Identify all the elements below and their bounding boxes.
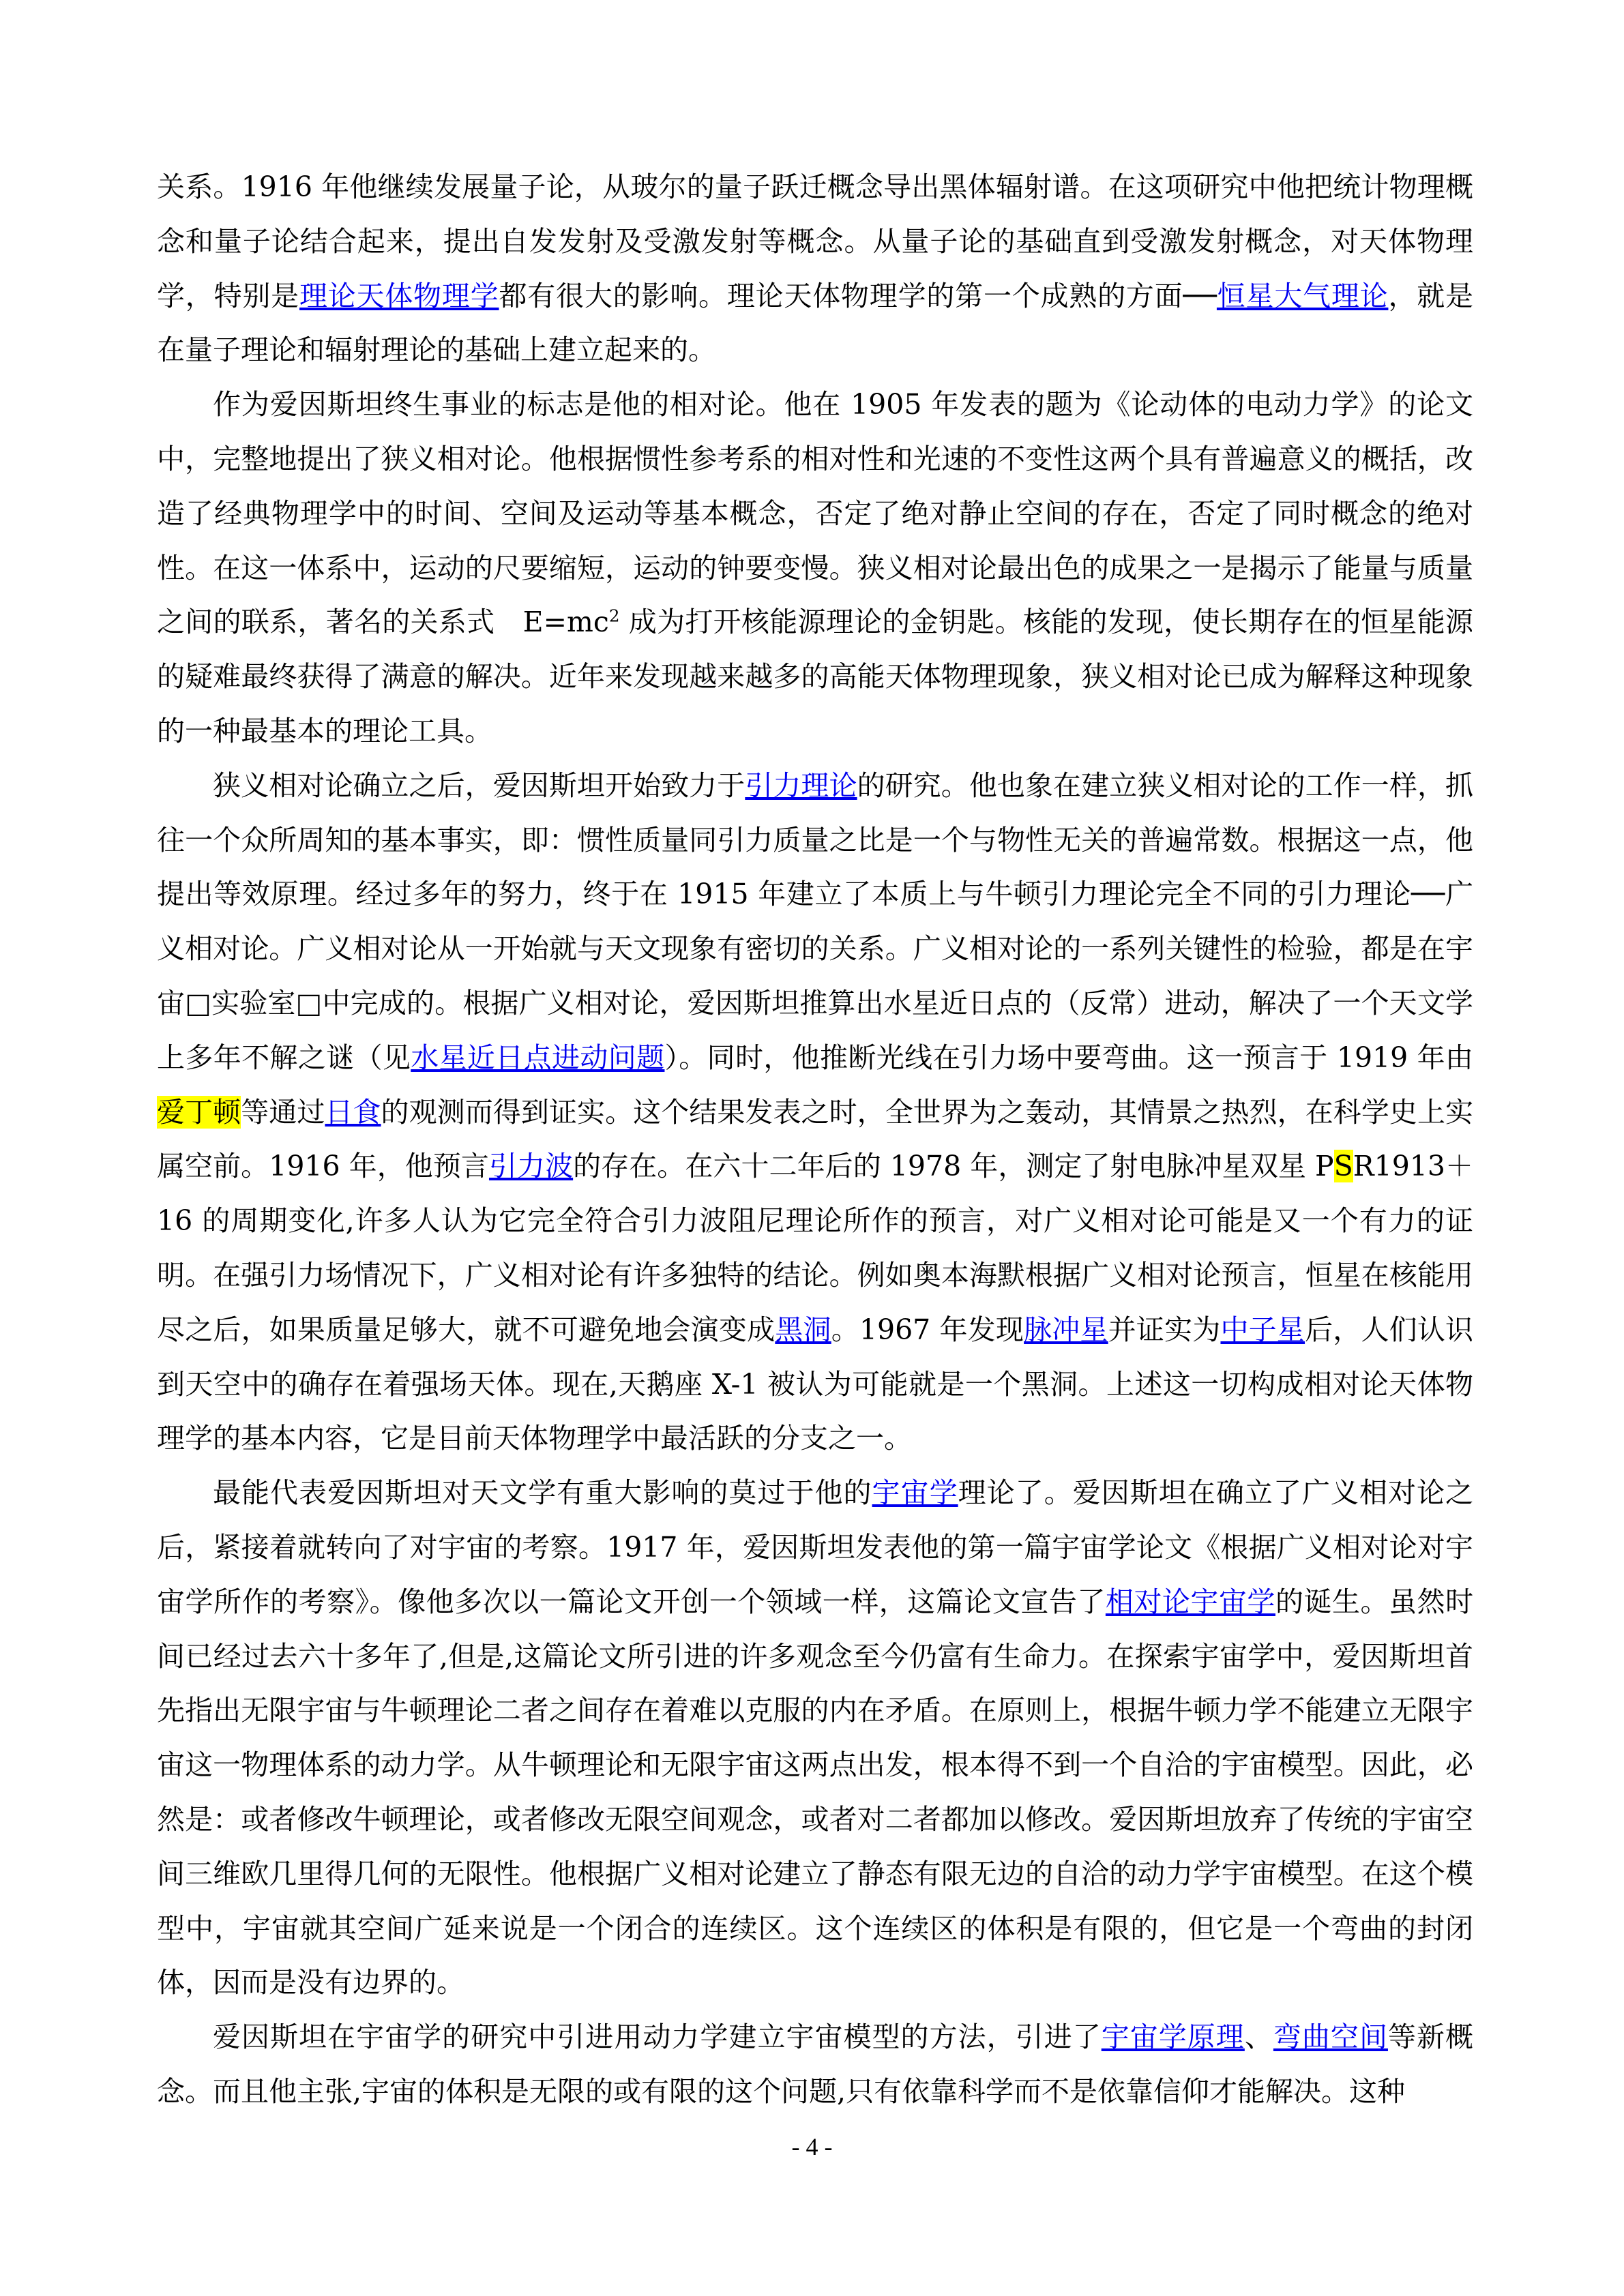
paragraph bbox=[157, 2010, 1473, 2119]
highlighted-text: 爱丁顿 bbox=[157, 1095, 241, 1129]
text-run: 等通过 bbox=[241, 1095, 325, 1129]
text-run: 的存在。在六十二年后的 1978 年，测定了射电脉冲星双星 P bbox=[573, 1150, 1334, 1183]
paragraph bbox=[157, 378, 1473, 759]
text-run: 的观测而得到证实。这个结果发表之时，全世界为之轰动，其情景之热烈，在科学史上实属空前。1916 年，他预言 bbox=[157, 1095, 1474, 1183]
text-run: 的研究。他也象在建立狭义相对论的工作一样，抓往一个众所周知的基本事实，即：惯性质量同引力质量之比是一个与物性无关的普遍常数。根据这一点，他提出等效原理。经过多年的努力，终于在 1915 年建立了本质上与牛顿引力理论完全不同的引力理论──广义相对论。广义相对论从一开始就与天文现象有密切的关系。广义相对论的一系列关键性的检验，都是在宇宙□实验室□中完成的。根据广义相对论，爱因斯坦推算出水星近日点的（反常）进动，解决了一个天文学上多年不解之谜（见 bbox=[157, 769, 1474, 1074]
text-run: ）。同时，他推断光线在引力场中要弯曲。这一预言于 1919 年由 bbox=[664, 1041, 1473, 1074]
hyperlink[interactable]: 水星近日点进动问题 bbox=[411, 1041, 665, 1074]
text-run: 关系。1916 年他继续发展量子论，从玻尔的量子跃迁概念导出黑体辐射谱。在这项研究中他把统计物理概念和量子论结合起来，提出自发发射及受激发射等概念。从量子论的基础直到受激发射概念，对天体物理学，特别是 bbox=[157, 170, 1473, 312]
text-run: 。1967 年发现 bbox=[831, 1313, 1024, 1346]
paragraph bbox=[157, 1466, 1473, 2010]
text-run: 等新概念。而且他主张,宇宙的体积是无限的或有限的这个问题,只有依靠科学而不是依靠信仰才能解决。这种 bbox=[157, 2021, 1474, 2108]
text-run: 后，人们认识到天空中的确存在着强场天体。现在,天鹅座 X-1 被认为可能就是一个黑洞。上述这一切构成相对论天体物理学的基本内容，它是目前天体物理学中最活跃的分支之一。 bbox=[157, 1313, 1474, 1455]
text-run: ，就是在量子理论和辐射理论的基础上建立起来的。 bbox=[157, 279, 1474, 367]
hyperlink[interactable]: 日食 bbox=[325, 1095, 381, 1129]
text-run: 理论了。爱因斯坦在确立了广义相对论之后，紧接着就转向了对宇宙的考察。1917 年，爱因斯坦发表他的第一篇宇宙学论文《根据广义相对论对宇宙学所作的考察》。像他多次以一篇论文开创一个领域一样，这篇论文宣告了 bbox=[157, 1476, 1474, 1618]
text-run: 作为爱因斯坦终生事业的标志是他的相对论。他在 1905 年发表的题为《论动体的电动力学》的论文中，完整地提出了狭义相对论。他根据惯性参考系的相对性和光速的不变性这两个具有普遍意义的概括，改造了经典物理学中的时间、空间及运动等基本概念，否定了绝对静止空间的存在，否定了同时概念的绝对性。在这一体系中，运动的尺要缩短，运动的钟要变慢。狭义相对论最出色的成果之一是揭示了能量与质量之间的联系，著名的关系式 E=mc bbox=[157, 388, 1473, 639]
hyperlink[interactable]: 宇宙学原理 bbox=[1101, 2021, 1245, 2054]
text-run: 爱因斯坦在宇宙学的研究中引进用动力学建立宇宙模型的方法，引进了 bbox=[213, 2021, 1102, 2054]
text-run: R1913＋16 的周期变化,许多人认为它完全符合引力波阻尼理论所作的预言，对广义相对论可能是又一个有力的证明。在强引力场情况下，广义相对论有许多独特的结论。例如奥本海默根据广义相对论预言，恒星在核能用尽之后，如果质量足够大，就不可避免地会演变成 bbox=[157, 1150, 1474, 1346]
hyperlink[interactable]: 相对论宇宙学 bbox=[1105, 1585, 1275, 1618]
text-run: 都有很大的影响。理论天体物理学的第一个成熟的方面── bbox=[499, 279, 1217, 312]
text-run: 并证实为 bbox=[1108, 1313, 1221, 1346]
text-run: 最能代表爱因斯坦对天文学有重大影响的莫过于他的 bbox=[213, 1476, 872, 1510]
text-run: 、 bbox=[1244, 2021, 1273, 2054]
hyperlink[interactable]: 脉冲星 bbox=[1024, 1313, 1108, 1346]
hyperlink[interactable]: 引力波 bbox=[488, 1150, 574, 1183]
paragraph bbox=[157, 759, 1473, 1466]
text-run: 成为打开核能源理论的金钥匙。核能的发现，使长期存在的恒星能源的疑难最终获得了满意的解决。近年来发现越来越多的高能天体物理现象，狭义相对论已成为解释这种现象的一种最基本的理论工具。 bbox=[157, 606, 1474, 747]
hyperlink[interactable]: 恒星大气理论 bbox=[1216, 279, 1389, 312]
hyperlink[interactable]: 黑洞 bbox=[775, 1313, 831, 1346]
text-run: 狭义相对论确立之后，爱因斯坦开始致力于 bbox=[213, 769, 745, 802]
hyperlink[interactable]: 宇宙学 bbox=[872, 1476, 958, 1510]
hyperlink[interactable]: 理论天体物理学 bbox=[299, 279, 499, 312]
highlighted-text: S bbox=[1333, 1150, 1353, 1183]
superscript: 2 bbox=[608, 606, 620, 626]
paragraph bbox=[157, 160, 1473, 378]
page-number: - 4 - bbox=[791, 2133, 833, 2160]
document-body bbox=[157, 160, 1473, 2119]
hyperlink[interactable]: 引力理论 bbox=[745, 769, 857, 802]
hyperlink[interactable]: 弯曲空间 bbox=[1273, 2021, 1388, 2054]
hyperlink[interactable]: 中子星 bbox=[1220, 1313, 1305, 1346]
text-run: 的诞生。虽然时间已经过去六十多年了,但是,这篇论文所引进的许多观念至今仍富有生命力。在探索宇宙学中，爱因斯坦首先指出无限宇宙与牛顿理论二者之间存在着难以克服的内在矛盾。在原则上，根据牛顿力学不能建立无限宇宙这一物理体系的动力学。从牛顿理论和无限宇宙这两点出发，根本得不到一个自洽的宇宙模型。因此，必然是：或者修改牛顿理论，或者修改无限空间观念，或者对二者都加以修改。爱因斯坦放弃了传统的宇宙空间三维欧几里得几何的无限性。他根据广义相对论建立了静态有限无边的自洽的动力学宇宙模型。在这个模型中，宇宙就其空间广延来说是一个闭合的连续区。这个连续区的体积是有限的，但它是一个弯曲的封闭体，因而是没有边界的。 bbox=[157, 1585, 1474, 1999]
